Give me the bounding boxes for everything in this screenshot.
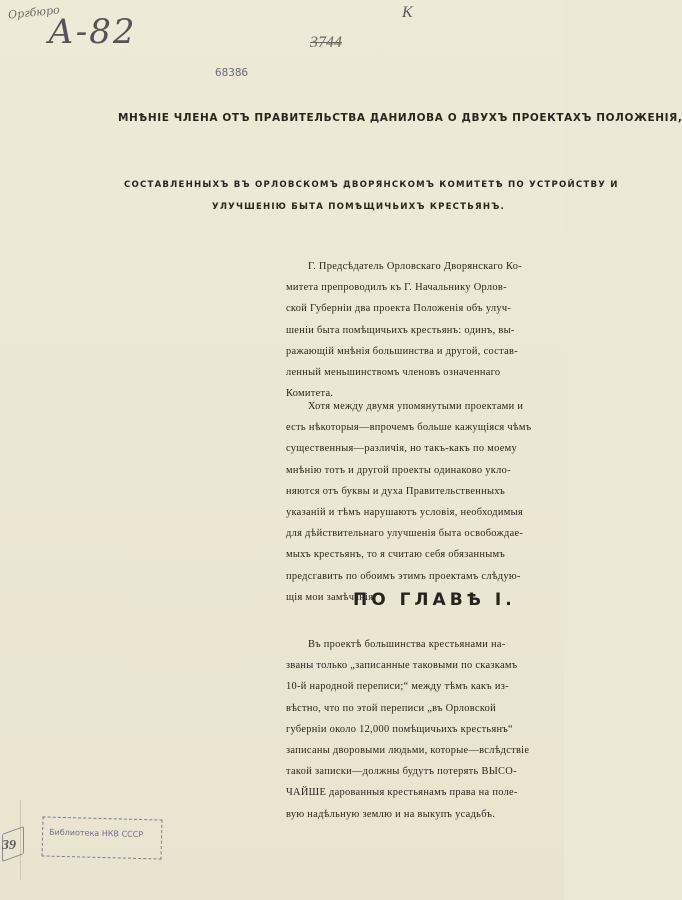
text-line: митета препроводилъ къ Г. Начальнику Орлов- bbox=[286, 282, 507, 294]
text-line: щія мои замѣчанія: bbox=[286, 591, 377, 603]
archive-stamp: Библиотека НКВ СССР bbox=[41, 816, 162, 859]
handwritten-note: Оргбюро bbox=[7, 3, 61, 22]
text-line: Въ проектѣ большинства крестьянами на- bbox=[308, 639, 506, 650]
text-line: такой записки—должны будутъ потерять ВЫСО- bbox=[286, 766, 517, 778]
inventory-number: 68386 bbox=[215, 66, 249, 79]
text-line: вѣстно, что по этой переписи „въ Орловской bbox=[286, 702, 497, 714]
page-number: 39 bbox=[2, 838, 16, 853]
text-line: ЧАЙШЕ дарованныя крестьянамъ права на поле- bbox=[286, 787, 518, 799]
text-line: ской Губерніи два проекта Положенія объ улуч- bbox=[286, 303, 512, 315]
struck-out-number: 3744 bbox=[310, 34, 342, 51]
text-line: для дѣйствительнаго улучшенія быта освобождае- bbox=[286, 528, 524, 540]
text-line: няются отъ буквы и духа Правительственныхъ bbox=[286, 485, 506, 497]
text-line: Хотя между двумя упомянутыми проектами и bbox=[308, 401, 524, 412]
text-line: Г. Предсѣдатель Орловскаго Дворянскаго Ко- bbox=[308, 261, 522, 272]
text-line: губерніи около 12,000 помѣщичьихъ крестьянъ“ bbox=[286, 723, 513, 735]
paragraph-intro bbox=[286, 256, 558, 404]
chapter-heading: ПО ГЛАВѢ I. bbox=[353, 590, 516, 610]
text-line: записаны дворовыми людьми, которые—вслѣдствіе bbox=[286, 745, 530, 757]
handwritten-mark: К bbox=[402, 4, 413, 21]
text-line: предсгавить по обоимъ этимъ проектамъ слѣдую- bbox=[286, 570, 521, 582]
text-line: Комитета. bbox=[286, 388, 334, 400]
text-line: ленный меньшинствомъ членовъ означеннаго bbox=[286, 367, 501, 379]
text-line: вую надѣльную землю и на выкупъ усадьбъ. bbox=[286, 808, 496, 820]
paragraph-chapter-1 bbox=[286, 634, 558, 825]
text-line: шеніи быта помѣщичьихъ крестьянъ: одинъ, вы- bbox=[286, 324, 515, 336]
paragraph-reasons bbox=[286, 396, 558, 608]
text-line: званы только „записанные таковыми по сказкамъ bbox=[286, 660, 518, 672]
text-line: существенныя—различія, но такъ-какъ по моему bbox=[286, 443, 518, 455]
title-line-1: МНѢНІЕ ЧЛЕНА ОТЪ ПРАВИТЕЛЬСТВА ДАНИЛОВА О ДВУХЪ ПРОЕКТАХЪ ПОЛОЖЕНІЯ, bbox=[118, 112, 682, 124]
text-line: 10-й народной переписи;“ между тѣмъ какъ из- bbox=[286, 681, 509, 693]
text-line: ражающій мнѣнія большинства и другой, состав- bbox=[286, 345, 519, 357]
title-line-2: СОСТАВЛЕННЫХЪ ВЪ ОРЛОВСКОМЪ ДВОРЯНСКОМЪ КОМИТЕТѢ ПО УСТРОЙСТВУ И bbox=[124, 180, 619, 190]
text-line: мыхъ крестьянъ, то я считаю себя обязаннымъ bbox=[286, 549, 506, 561]
title-line-3: УЛУЧШЕНІЮ БЫТА ПОМѢЩИЧЬИХЪ КРЕСТЬЯНЪ. bbox=[212, 202, 505, 212]
archive-code-handwritten: А-82 bbox=[48, 12, 137, 52]
text-line: мнѣнію тотъ и другой проекты одинаково укло- bbox=[286, 464, 511, 476]
text-line: есть нѣкоторыя—впрочемъ больше кажущіяся чѣмъ bbox=[286, 422, 532, 434]
text-line: указаній и тѣмъ нарушаютъ условія, необходимыя bbox=[286, 507, 523, 519]
